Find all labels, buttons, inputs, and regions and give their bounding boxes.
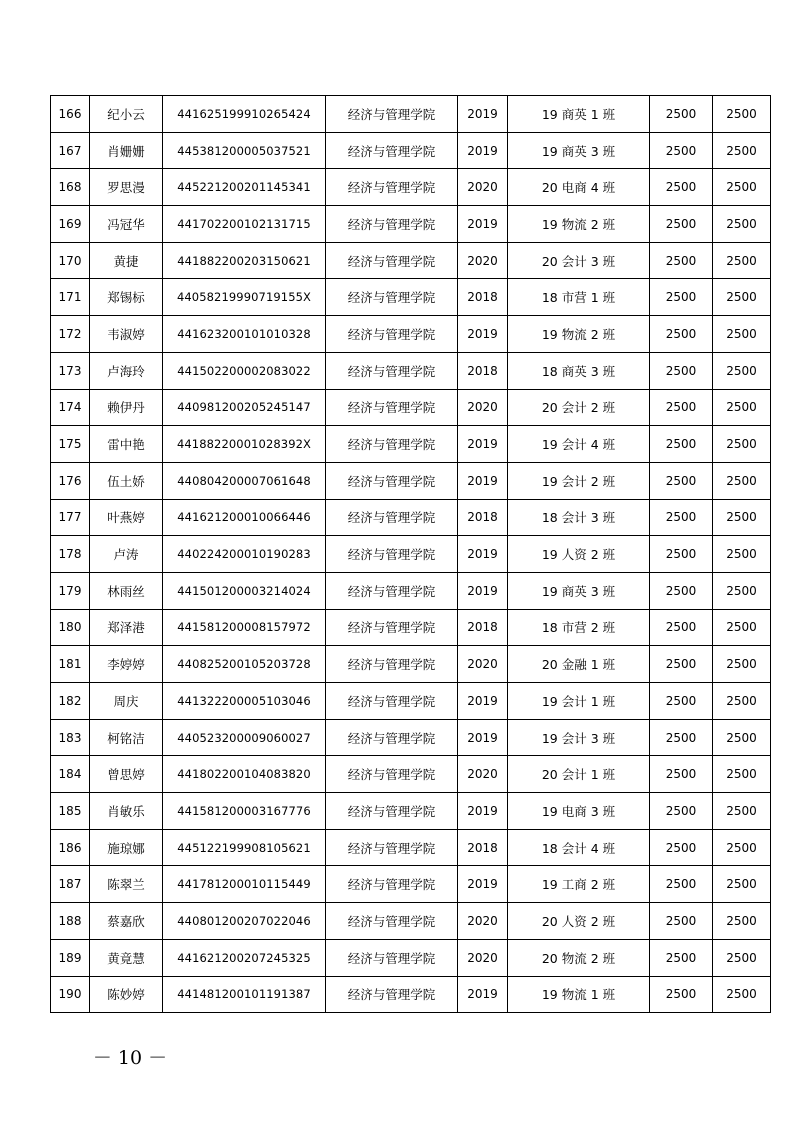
cell-amount-total: 2500 (713, 206, 771, 243)
cell-amount: 2500 (650, 316, 713, 353)
cell-student-name: 罗思漫 (90, 169, 163, 206)
cell-class: 18 市营 2 班 (508, 609, 650, 646)
cell-college: 经济与管理学院 (326, 939, 458, 976)
cell-id-number: 440801200207022046 (163, 903, 326, 940)
cell-row-number: 181 (51, 646, 90, 683)
cell-class: 19 电商 3 班 (508, 793, 650, 830)
cell-amount-total: 2500 (713, 756, 771, 793)
table-row (51, 242, 771, 279)
cell-student-name: 雷中艳 (90, 426, 163, 463)
cell-id-number: 445221200201145341 (163, 169, 326, 206)
table-row (51, 683, 771, 720)
cell-amount-total: 2500 (713, 499, 771, 536)
cell-class: 19 会计 1 班 (508, 683, 650, 720)
cell-id-number: 440224200010190283 (163, 536, 326, 573)
cell-amount: 2500 (650, 939, 713, 976)
cell-row-number: 171 (51, 279, 90, 316)
cell-amount-total: 2500 (713, 903, 771, 940)
cell-amount-total: 2500 (713, 389, 771, 426)
cell-id-number: 445122199908105621 (163, 829, 326, 866)
table-row (51, 389, 771, 426)
cell-student-name: 施琼娜 (90, 829, 163, 866)
cell-class: 18 商英 3 班 (508, 352, 650, 389)
student-grant-table (50, 95, 771, 1013)
cell-row-number: 177 (51, 499, 90, 536)
cell-row-number: 173 (51, 352, 90, 389)
cell-id-number: 440825200105203728 (163, 646, 326, 683)
cell-student-name: 卢涛 (90, 536, 163, 573)
cell-enrollment-year: 2019 (458, 572, 508, 609)
cell-college: 经济与管理学院 (326, 389, 458, 426)
cell-college: 经济与管理学院 (326, 572, 458, 609)
cell-amount: 2500 (650, 903, 713, 940)
cell-college: 经济与管理学院 (326, 829, 458, 866)
cell-row-number: 166 (51, 96, 90, 133)
table-row (51, 352, 771, 389)
cell-college: 经济与管理学院 (326, 462, 458, 499)
cell-amount: 2500 (650, 389, 713, 426)
cell-class: 19 会计 3 班 (508, 719, 650, 756)
cell-row-number: 185 (51, 793, 90, 830)
cell-amount-total: 2500 (713, 646, 771, 683)
cell-class: 18 会计 3 班 (508, 499, 650, 536)
cell-amount-total: 2500 (713, 169, 771, 206)
cell-student-name: 韦淑婷 (90, 316, 163, 353)
cell-student-name: 陈翠兰 (90, 866, 163, 903)
cell-amount-total: 2500 (713, 609, 771, 646)
table-row (51, 646, 771, 683)
cell-amount: 2500 (650, 829, 713, 866)
cell-college: 经济与管理学院 (326, 609, 458, 646)
cell-row-number: 178 (51, 536, 90, 573)
cell-enrollment-year: 2018 (458, 829, 508, 866)
cell-row-number: 182 (51, 683, 90, 720)
cell-row-number: 180 (51, 609, 90, 646)
table-row (51, 976, 771, 1013)
cell-enrollment-year: 2020 (458, 646, 508, 683)
cell-class: 20 会计 2 班 (508, 389, 650, 426)
cell-college: 经济与管理学院 (326, 132, 458, 169)
cell-id-number: 441882200203150621 (163, 242, 326, 279)
table-row (51, 609, 771, 646)
cell-class: 20 电商 4 班 (508, 169, 650, 206)
cell-enrollment-year: 2019 (458, 683, 508, 720)
cell-amount-total: 2500 (713, 829, 771, 866)
table-row (51, 426, 771, 463)
cell-amount-total: 2500 (713, 279, 771, 316)
cell-id-number: 44188220001028392X (163, 426, 326, 463)
cell-id-number: 441781200010115449 (163, 866, 326, 903)
cell-amount: 2500 (650, 572, 713, 609)
cell-student-name: 蔡嘉欣 (90, 903, 163, 940)
cell-enrollment-year: 2019 (458, 866, 508, 903)
cell-class: 20 金融 1 班 (508, 646, 650, 683)
cell-amount: 2500 (650, 462, 713, 499)
table-row (51, 279, 771, 316)
cell-enrollment-year: 2019 (458, 96, 508, 133)
table-row (51, 903, 771, 940)
cell-enrollment-year: 2018 (458, 499, 508, 536)
cell-student-name: 曾思婷 (90, 756, 163, 793)
cell-amount-total: 2500 (713, 572, 771, 609)
cell-class: 19 会计 2 班 (508, 462, 650, 499)
cell-enrollment-year: 2019 (458, 426, 508, 463)
table-row (51, 316, 771, 353)
cell-college: 经济与管理学院 (326, 169, 458, 206)
cell-class: 20 会计 3 班 (508, 242, 650, 279)
table-row (51, 793, 771, 830)
cell-row-number: 168 (51, 169, 90, 206)
cell-amount-total: 2500 (713, 96, 771, 133)
cell-row-number: 170 (51, 242, 90, 279)
cell-student-name: 叶燕婷 (90, 499, 163, 536)
table-row (51, 96, 771, 133)
cell-amount: 2500 (650, 206, 713, 243)
cell-student-name: 周庆 (90, 683, 163, 720)
table-row (51, 572, 771, 609)
cell-college: 经济与管理学院 (326, 96, 458, 133)
cell-class: 19 物流 2 班 (508, 316, 650, 353)
cell-id-number: 44058219990719155X (163, 279, 326, 316)
cell-class: 19 商英 3 班 (508, 132, 650, 169)
cell-college: 经济与管理学院 (326, 903, 458, 940)
cell-student-name: 柯铭洁 (90, 719, 163, 756)
cell-id-number: 441502200002083022 (163, 352, 326, 389)
cell-id-number: 445381200005037521 (163, 132, 326, 169)
cell-student-name: 纪小云 (90, 96, 163, 133)
cell-amount: 2500 (650, 426, 713, 463)
cell-class: 19 物流 2 班 (508, 206, 650, 243)
cell-enrollment-year: 2019 (458, 976, 508, 1013)
cell-enrollment-year: 2020 (458, 939, 508, 976)
cell-class: 19 人资 2 班 (508, 536, 650, 573)
cell-amount: 2500 (650, 242, 713, 279)
table-row (51, 829, 771, 866)
cell-amount: 2500 (650, 96, 713, 133)
cell-college: 经济与管理学院 (326, 719, 458, 756)
page-number: － 10 － (92, 1047, 168, 1069)
cell-amount-total: 2500 (713, 242, 771, 279)
cell-amount: 2500 (650, 279, 713, 316)
cell-amount-total: 2500 (713, 132, 771, 169)
cell-id-number: 441702200102131715 (163, 206, 326, 243)
cell-amount: 2500 (650, 169, 713, 206)
cell-student-name: 卢海玲 (90, 352, 163, 389)
cell-student-name: 冯冠华 (90, 206, 163, 243)
cell-student-name: 陈妙婷 (90, 976, 163, 1013)
cell-row-number: 184 (51, 756, 90, 793)
cell-amount-total: 2500 (713, 316, 771, 353)
cell-enrollment-year: 2020 (458, 903, 508, 940)
table-row (51, 756, 771, 793)
cell-amount: 2500 (650, 646, 713, 683)
cell-amount: 2500 (650, 976, 713, 1013)
cell-amount: 2500 (650, 609, 713, 646)
cell-enrollment-year: 2018 (458, 609, 508, 646)
table-row (51, 499, 771, 536)
cell-id-number: 441802200104083820 (163, 756, 326, 793)
cell-id-number: 441581200003167776 (163, 793, 326, 830)
cell-class: 20 人资 2 班 (508, 903, 650, 940)
cell-student-name: 黄竟慧 (90, 939, 163, 976)
cell-class: 19 商英 1 班 (508, 96, 650, 133)
cell-amount: 2500 (650, 756, 713, 793)
cell-row-number: 176 (51, 462, 90, 499)
cell-row-number: 174 (51, 389, 90, 426)
cell-enrollment-year: 2019 (458, 462, 508, 499)
cell-student-name: 肖姗姗 (90, 132, 163, 169)
cell-student-name: 林雨丝 (90, 572, 163, 609)
cell-id-number: 441501200003214024 (163, 572, 326, 609)
cell-college: 经济与管理学院 (326, 756, 458, 793)
table-row (51, 169, 771, 206)
cell-enrollment-year: 2019 (458, 719, 508, 756)
table-row (51, 866, 771, 903)
cell-amount-total: 2500 (713, 719, 771, 756)
cell-row-number: 169 (51, 206, 90, 243)
table-row (51, 132, 771, 169)
cell-college: 经济与管理学院 (326, 352, 458, 389)
table-row (51, 939, 771, 976)
cell-enrollment-year: 2019 (458, 316, 508, 353)
cell-id-number: 441621200010066446 (163, 499, 326, 536)
cell-row-number: 188 (51, 903, 90, 940)
cell-enrollment-year: 2020 (458, 242, 508, 279)
cell-amount-total: 2500 (713, 352, 771, 389)
cell-student-name: 肖敏乐 (90, 793, 163, 830)
table-row (51, 719, 771, 756)
cell-id-number: 441621200207245325 (163, 939, 326, 976)
cell-college: 经济与管理学院 (326, 683, 458, 720)
cell-student-name: 郑锡标 (90, 279, 163, 316)
cell-id-number: 441581200008157972 (163, 609, 326, 646)
cell-enrollment-year: 2019 (458, 206, 508, 243)
cell-college: 经济与管理学院 (326, 499, 458, 536)
cell-amount-total: 2500 (713, 426, 771, 463)
cell-amount: 2500 (650, 499, 713, 536)
cell-amount-total: 2500 (713, 976, 771, 1013)
cell-class: 20 物流 2 班 (508, 939, 650, 976)
table-row (51, 536, 771, 573)
cell-college: 经济与管理学院 (326, 793, 458, 830)
cell-id-number: 440804200007061648 (163, 462, 326, 499)
cell-id-number: 441625199910265424 (163, 96, 326, 133)
cell-class: 20 会计 1 班 (508, 756, 650, 793)
cell-enrollment-year: 2019 (458, 536, 508, 573)
table-body (51, 96, 771, 1013)
cell-college: 经济与管理学院 (326, 242, 458, 279)
cell-row-number: 186 (51, 829, 90, 866)
cell-row-number: 183 (51, 719, 90, 756)
cell-class: 19 商英 3 班 (508, 572, 650, 609)
cell-id-number: 441623200101010328 (163, 316, 326, 353)
cell-amount-total: 2500 (713, 866, 771, 903)
cell-amount-total: 2500 (713, 683, 771, 720)
cell-enrollment-year: 2019 (458, 132, 508, 169)
cell-student-name: 郑泽港 (90, 609, 163, 646)
cell-amount: 2500 (650, 536, 713, 573)
cell-row-number: 187 (51, 866, 90, 903)
cell-college: 经济与管理学院 (326, 536, 458, 573)
cell-enrollment-year: 2018 (458, 279, 508, 316)
cell-class: 19 工商 2 班 (508, 866, 650, 903)
cell-id-number: 440981200205245147 (163, 389, 326, 426)
cell-college: 经济与管理学院 (326, 866, 458, 903)
cell-row-number: 189 (51, 939, 90, 976)
cell-amount-total: 2500 (713, 793, 771, 830)
cell-student-name: 伍土娇 (90, 462, 163, 499)
cell-row-number: 167 (51, 132, 90, 169)
cell-class: 18 市营 1 班 (508, 279, 650, 316)
cell-student-name: 赖伊丹 (90, 389, 163, 426)
cell-student-name: 黄捷 (90, 242, 163, 279)
cell-enrollment-year: 2020 (458, 169, 508, 206)
cell-college: 经济与管理学院 (326, 426, 458, 463)
cell-college: 经济与管理学院 (326, 976, 458, 1013)
cell-class: 18 会计 4 班 (508, 829, 650, 866)
cell-row-number: 190 (51, 976, 90, 1013)
cell-id-number: 440523200009060027 (163, 719, 326, 756)
cell-amount: 2500 (650, 719, 713, 756)
cell-amount: 2500 (650, 132, 713, 169)
cell-college: 经济与管理学院 (326, 279, 458, 316)
cell-amount: 2500 (650, 683, 713, 720)
cell-class: 19 会计 4 班 (508, 426, 650, 463)
cell-amount: 2500 (650, 352, 713, 389)
cell-college: 经济与管理学院 (326, 206, 458, 243)
cell-enrollment-year: 2018 (458, 352, 508, 389)
cell-amount: 2500 (650, 793, 713, 830)
cell-amount-total: 2500 (713, 462, 771, 499)
cell-amount: 2500 (650, 866, 713, 903)
cell-enrollment-year: 2020 (458, 389, 508, 426)
cell-amount-total: 2500 (713, 939, 771, 976)
cell-id-number: 441481200101191387 (163, 976, 326, 1013)
cell-row-number: 179 (51, 572, 90, 609)
cell-college: 经济与管理学院 (326, 316, 458, 353)
cell-enrollment-year: 2020 (458, 756, 508, 793)
cell-id-number: 441322200005103046 (163, 683, 326, 720)
cell-amount-total: 2500 (713, 536, 771, 573)
table-row (51, 462, 771, 499)
cell-row-number: 175 (51, 426, 90, 463)
cell-row-number: 172 (51, 316, 90, 353)
table-row (51, 206, 771, 243)
cell-college: 经济与管理学院 (326, 646, 458, 683)
cell-class: 19 物流 1 班 (508, 976, 650, 1013)
cell-student-name: 李婷婷 (90, 646, 163, 683)
cell-enrollment-year: 2019 (458, 793, 508, 830)
